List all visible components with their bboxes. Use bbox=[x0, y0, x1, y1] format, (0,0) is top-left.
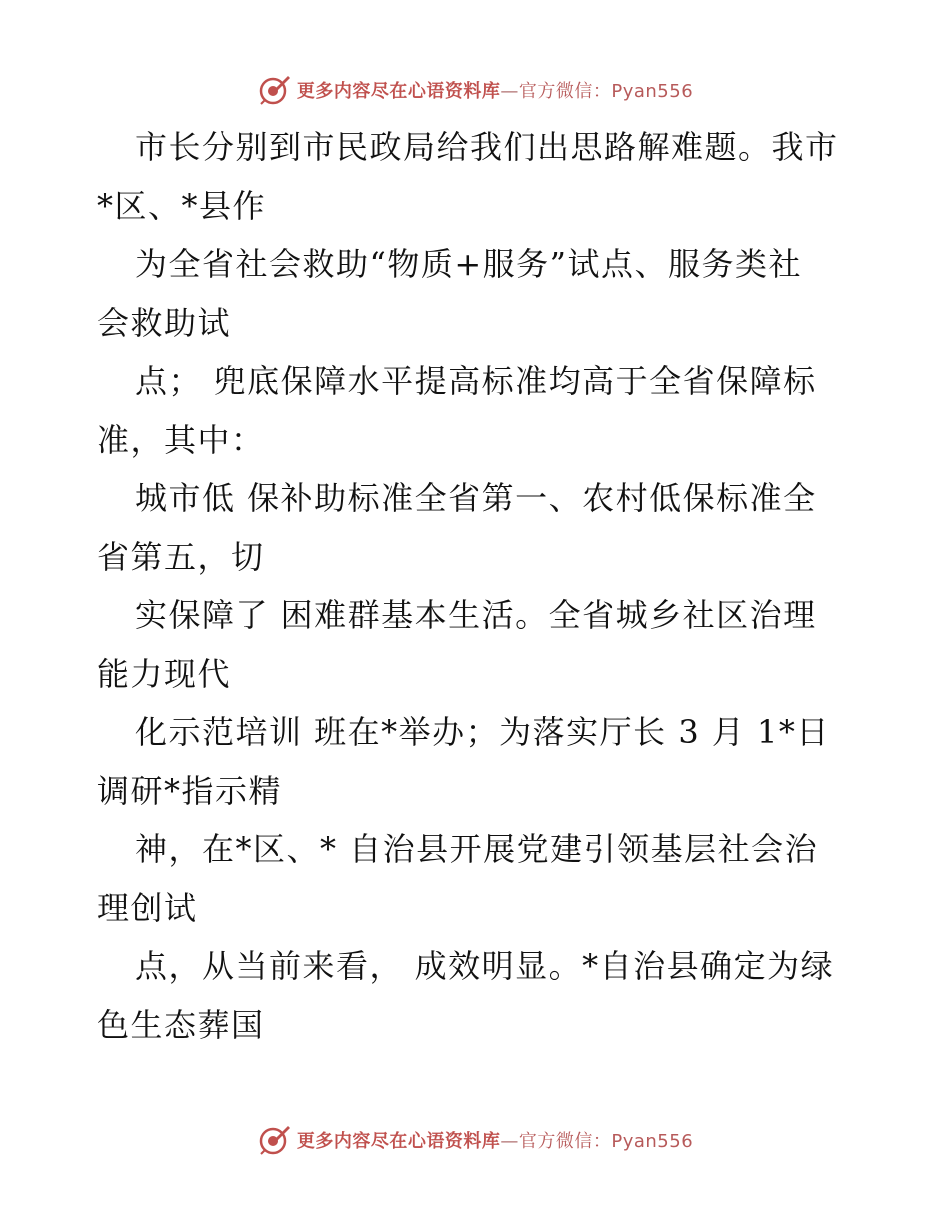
banner-separator: — bbox=[500, 1131, 519, 1152]
text-line: 会救助试 bbox=[97, 303, 232, 342]
banner-separator: — bbox=[500, 81, 519, 102]
text-line: 准，其中： bbox=[97, 420, 265, 459]
banner-text bbox=[297, 77, 693, 103]
text-line: 化示范培训 班在*举办；为落实厅长 3 月 1*日 bbox=[135, 713, 830, 751]
text-line: *区、*县作 bbox=[97, 186, 267, 225]
text-line: 点，从当前来看， 成效明显。*自治县确定为绿 bbox=[135, 947, 835, 985]
text-line: 省第五，切 bbox=[97, 537, 265, 576]
banner-brand: 更多内容尽在心语资料库 bbox=[296, 81, 501, 102]
banner-text bbox=[297, 1127, 693, 1153]
pen-seal-logo-icon bbox=[257, 1123, 291, 1157]
banner-wechat-id: Pyan556 bbox=[611, 1131, 694, 1152]
text-line: 实保障了 困难群基本生活。全省城乡社区治理 bbox=[135, 596, 817, 634]
banner-contact-label: 官方微信： bbox=[518, 1131, 612, 1152]
footer-banner bbox=[0, 1120, 950, 1160]
text-line: 市长分别到市民政局给我们出思路解难题。我市 bbox=[135, 128, 839, 166]
text-line: 能力现代 bbox=[97, 654, 232, 693]
text-line: 调研*指示精 bbox=[97, 771, 283, 810]
pen-seal-logo-icon bbox=[257, 73, 291, 107]
text-line: 理创试 bbox=[97, 888, 198, 927]
header-banner bbox=[0, 70, 950, 110]
text-line: 色生态葬国 bbox=[97, 1005, 265, 1044]
banner-contact-label: 官方微信： bbox=[518, 81, 612, 102]
text-line: 神，在*区、* 自治县开展党建引领基层社会治 bbox=[135, 830, 819, 868]
text-line: 点； 兜底保障水平提高标准均高于全省保障标 bbox=[135, 362, 817, 400]
document-body bbox=[97, 118, 857, 1054]
banner-wechat-id: Pyan556 bbox=[611, 81, 694, 102]
banner-brand: 更多内容尽在心语资料库 bbox=[296, 1131, 501, 1152]
text-line: 城市低 保补助标准全省第一、农村低保标准全 bbox=[135, 479, 817, 517]
text-line: 为全省社会救助“物质+服务”试点、服务类社 bbox=[135, 245, 803, 283]
